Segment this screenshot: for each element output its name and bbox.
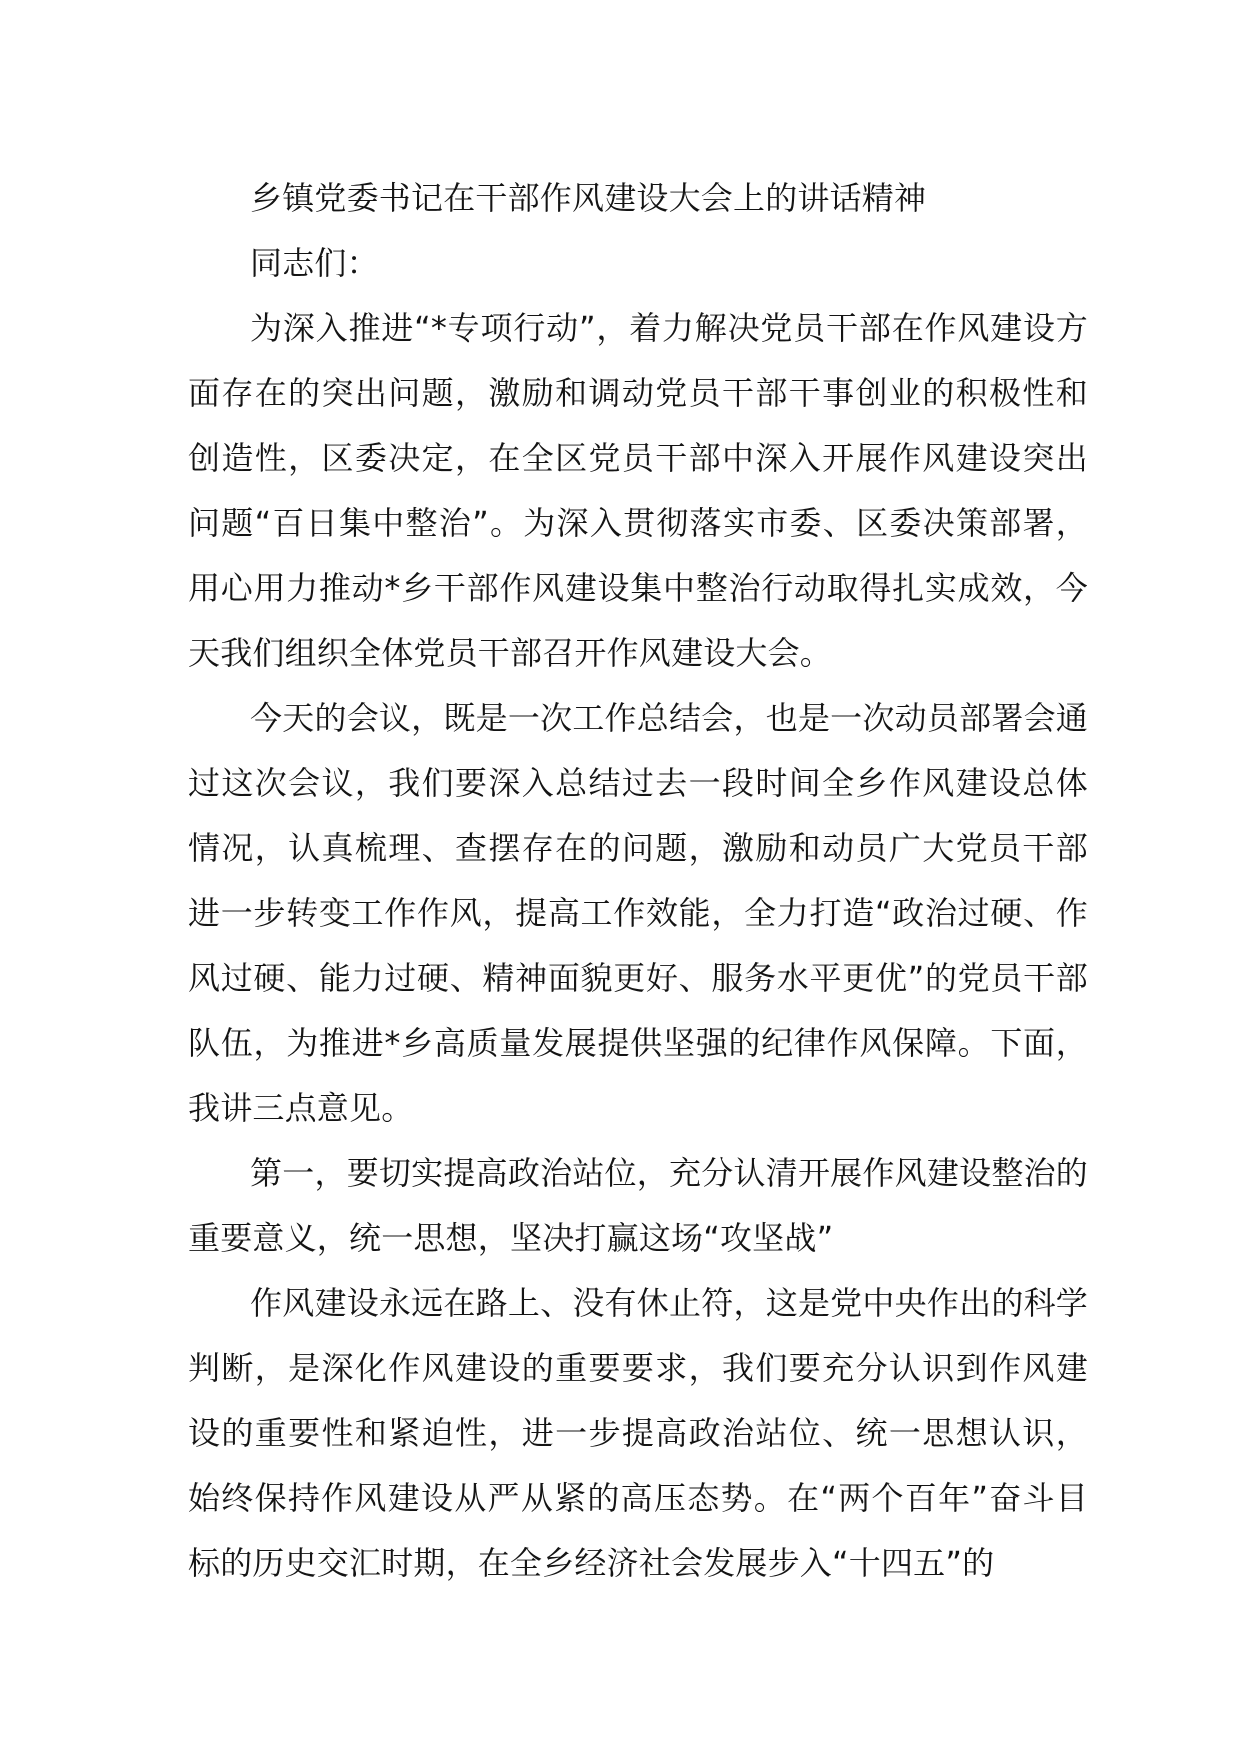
paragraph-3-heading: 第一，要切实提高政治站位，充分认清开展作风建设整治的重要意义，统一思想，坚决打赢这场“攻坚战” [188,1154,1088,1257]
paragraph-4: 作风建设永远在路上、没有休止符，这是党中央作出的科学判断，是深化作风建设的重要要求，我们要充分认识到作风建设的重要性和紧迫性，进一步提高政治站位、统一思想认识，始终保持作风建设从严从紧的高压态势。在“两个百年”奋斗目标的历史交汇时期，在全乡经济社会发展步入“十四五”的 [188,1284,1088,1582]
document-title: 乡镇党委书记在干部作风建设大会上的讲话精神 [250,179,927,217]
salutation: 同志们： [250,244,379,282]
document-body [188,166,1088,1596]
paragraph-2: 今天的会议，既是一次工作总结会，也是一次动员部署会通过这次会议，我们要深入总结过去一段时间全乡作风建设总体情况，认真梳理、查摆存在的问题，激励和动员广大党员干部进一步转变工作作风，提高工作效能，全力打造“政治过硬、作风过硬、能力过硬、精神面貌更好、服务水平更优”的党员干部队伍，为推进*乡高质量发展提供坚强的纪律作风保障。下面，我讲三点意见。 [188,699,1088,1127]
paragraph-1: 为深入推进“*专项行动”，着力解决党员干部在作风建设方面存在的突出问题，激励和调动党员干部干事创业的积极性和创造性，区委决定，在全区党员干部中深入开展作风建设突出问题“百日集中整治”。为深入贯彻落实市委、区委决策部署，用心用力推动*乡干部作风建设集中整治行动取得扎实成效，今天我们组织全体党员干部召开作风建设大会。 [188,309,1088,672]
